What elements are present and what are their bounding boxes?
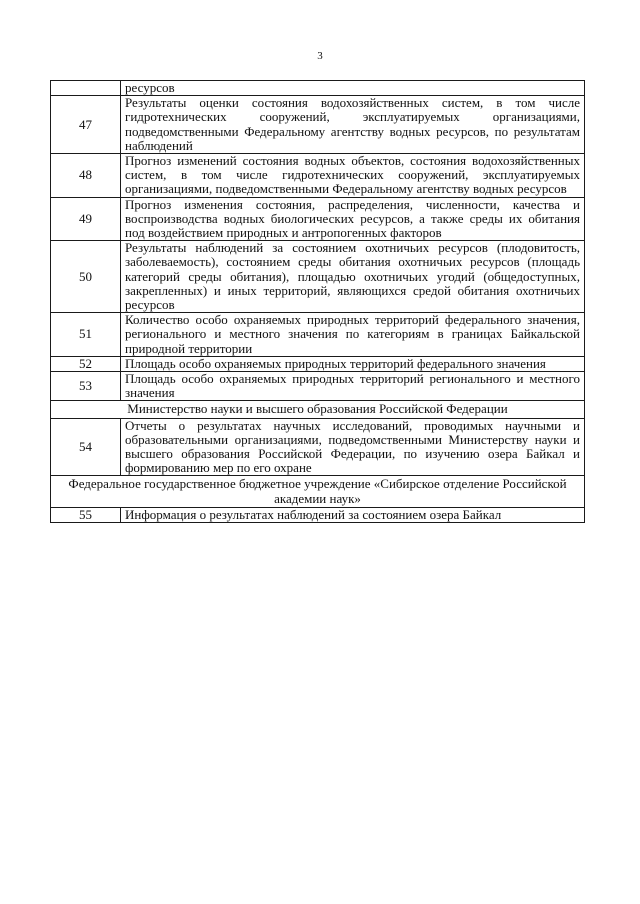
row-number-cell (51, 81, 121, 96)
row-text-cell: Информация о результатах наблюдений за состоянием озера Байкал (121, 507, 585, 522)
row-number-cell: 50 (51, 241, 121, 313)
table-row (51, 197, 585, 241)
row-number-cell: 47 (51, 96, 121, 154)
row-number-cell: 54 (51, 418, 121, 476)
section-header: Министерство науки и высшего образования Российской Федерации (51, 401, 585, 418)
row-number-cell: 53 (51, 372, 121, 401)
row-number-cell: 51 (51, 313, 121, 357)
row-text-cell: Отчеты о результатах научных исследований, проводимых научными и образовательными организациями, подведомственными Министерству науки и высшего образования Российской Федерации, по изучению озера Байкал и формированию мер по его охране (121, 418, 585, 476)
row-text-cell: Площадь особо охраняемых природных территорий федерального значения (121, 356, 585, 371)
table-row (51, 96, 585, 154)
row-text-cell: Площадь особо охраняемых природных территорий регионального и местного значения (121, 372, 585, 401)
table-row (51, 241, 585, 313)
row-text-cell: Количество особо охраняемых природных территорий федерального значения, регионального и местного значения по категориям в границах Байкальской природной территории (121, 313, 585, 357)
page-number: 3 (317, 50, 323, 62)
section-header-row (51, 401, 585, 418)
row-text-cell: Результаты оценки состояния водохозяйственных систем, в том числе гидротехнических сооружений, эксплуатируемых организациями, подведомственными Федеральному агентству водных ресурсов, по результатам наблюдений (121, 96, 585, 154)
table-row (51, 356, 585, 371)
table-row (51, 313, 585, 357)
table-row (51, 154, 585, 198)
table-row (51, 372, 585, 401)
table-row-continuation (51, 81, 585, 96)
data-table (50, 80, 585, 523)
table-row (51, 418, 585, 476)
row-text-cell: Результаты наблюдений за состоянием охотничьих ресурсов (плодовитость, заболеваемость), состоянием среды обитания охотничьих ресурсов (площадь категорий среды обитания), площадью охотничьих угодий (общедоступных, закрепленных) и иных территорий, являющихся средой обитания охотничьих ресурсов (121, 241, 585, 313)
row-number-cell: 49 (51, 197, 121, 241)
row-number-cell: 48 (51, 154, 121, 198)
row-text-cell: ресурсов (121, 81, 585, 96)
section-header-row (51, 476, 585, 507)
row-number-cell: 52 (51, 356, 121, 371)
row-number-cell: 55 (51, 507, 121, 522)
row-text-cell: Прогноз изменений состояния водных объектов, состояния водохозяйственных систем, в том числе гидротехнических сооружений, эксплуатируемых организациями, подведомственными Федеральному агентству водных ресурсов (121, 154, 585, 198)
row-text-cell: Прогноз изменения состояния, распределения, численности, качества и воспроизводства водных биологических ресурсов, а также среды их обитания под воздействием природных и антропогенных факторов (121, 197, 585, 241)
section-header: Федеральное государственное бюджетное учреждение «Сибирское отделение Российской академии наук» (51, 476, 585, 507)
table-row (51, 507, 585, 522)
